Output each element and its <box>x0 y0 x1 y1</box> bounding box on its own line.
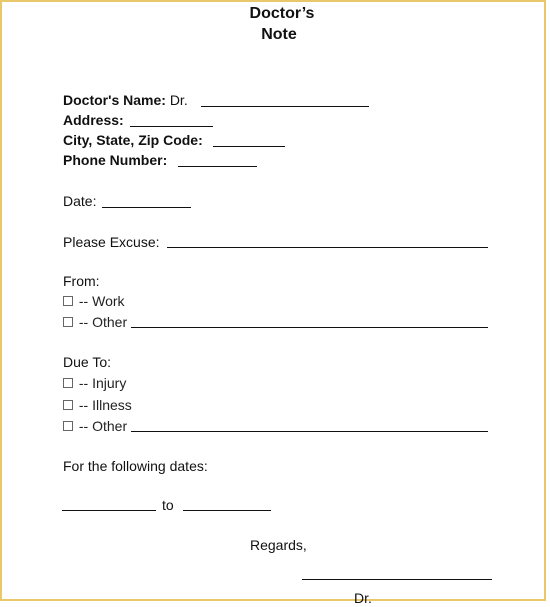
please-excuse-field[interactable] <box>167 247 488 248</box>
signature-field[interactable] <box>302 579 492 580</box>
doctor-name-label <box>63 91 188 109</box>
due-to-option-injury-label: -- Injury <box>78 375 127 391</box>
from-option-other[interactable] <box>63 313 127 331</box>
city-state-zip-label: City, State, Zip Code: <box>63 132 203 148</box>
due-to-option-injury[interactable] <box>63 374 126 392</box>
due-to-other-field[interactable] <box>131 431 488 432</box>
from-option-work[interactable] <box>63 292 125 310</box>
city-state-zip-field[interactable] <box>213 146 285 147</box>
from-label: From: <box>63 273 100 289</box>
date-field[interactable] <box>102 207 191 208</box>
from-option-other-label: -- Other <box>78 314 128 330</box>
doctor-prefix: Dr. <box>169 92 188 108</box>
doctor-name-text: Doctor's Name: <box>63 92 166 108</box>
from-other-field[interactable] <box>131 327 488 328</box>
date-from-field[interactable] <box>62 510 156 511</box>
checkbox-icon[interactable] <box>63 421 73 431</box>
checkbox-icon[interactable] <box>63 296 73 306</box>
date-to-label: to <box>162 497 174 513</box>
checkbox-icon[interactable] <box>63 378 73 388</box>
address-label: Address: <box>63 112 124 128</box>
due-to-option-illness[interactable] <box>63 396 132 414</box>
date-label: Date: <box>63 193 97 209</box>
address-field[interactable] <box>130 126 213 127</box>
form-title-line2: Note <box>261 26 297 43</box>
checkbox-icon[interactable] <box>63 317 73 327</box>
signature-prefix: Dr. <box>354 590 372 606</box>
phone-number-field[interactable] <box>178 166 257 167</box>
due-to-option-other[interactable] <box>63 417 127 435</box>
please-excuse-label: Please Excuse: <box>63 234 160 250</box>
doctor-name-field[interactable] <box>201 106 369 107</box>
from-option-work-label: -- Work <box>78 293 125 309</box>
due-to-option-illness-label: -- Illness <box>78 397 132 413</box>
phone-number-label: Phone Number: <box>63 152 168 168</box>
due-to-option-other-label: -- Other <box>78 418 128 434</box>
following-dates-label: For the following dates: <box>63 458 208 474</box>
regards-text: Regards, <box>250 537 307 553</box>
form-title-line1: Doctor’s <box>249 5 315 22</box>
checkbox-icon[interactable] <box>63 400 73 410</box>
date-to-field[interactable] <box>183 510 271 511</box>
due-to-label: Due To: <box>63 354 111 370</box>
